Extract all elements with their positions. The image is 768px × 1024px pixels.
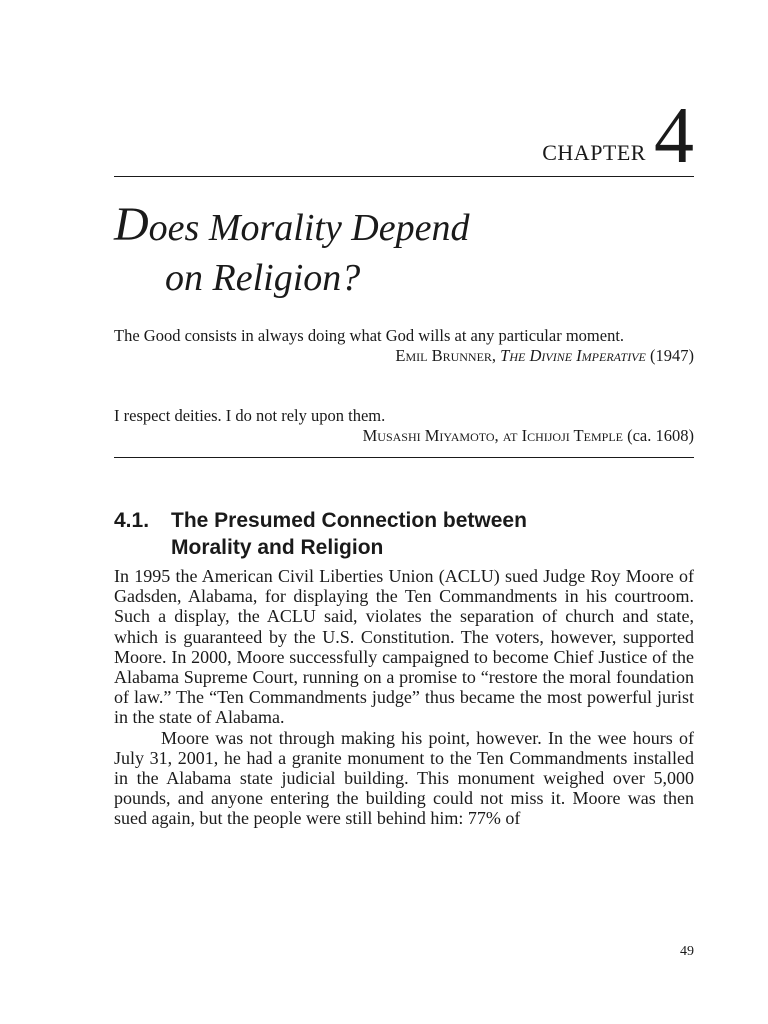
title-line-2: on Religion?	[165, 256, 361, 299]
epigraph-1-text: The Good consists in always doing what God wills at any particular moment.	[114, 326, 625, 345]
epigraph-2	[114, 406, 694, 446]
page-number: 49	[680, 944, 694, 959]
bottom-divider	[114, 457, 694, 458]
chapter-heading	[542, 92, 694, 180]
epigraph-1	[114, 326, 694, 366]
section-number: 4.1.	[114, 509, 150, 532]
epigraph-1-attribution	[114, 346, 694, 366]
top-divider	[114, 176, 694, 177]
paragraph-1: In 1995 the American Civil Liberties Union (ACLU) sued Judge Roy Moore of Gadsden, Alabama, for displaying the Ten Commandments in his courtroom. Such a display, the ACLU said, violates the separation of church and state, which is guaranteed by the U.S. Constitution. The voters, however, supported Moore. In 2000, Moore successfully campaigned to become Chief Justice of the Alabama Supreme Court, running on a promise to “restore the moral foundation of law.” The “Ten Commandments judge” thus became the most powerful jurist in the state of Alabama.	[114, 566, 694, 728]
epigraph-1-author: Emil Brunner,	[395, 346, 497, 365]
section-title-line-2: Morality and Religion	[171, 536, 384, 559]
title-line-1	[114, 196, 694, 255]
epigraph-2-attribution	[114, 426, 694, 446]
section-heading	[114, 507, 694, 561]
body-text	[114, 566, 694, 829]
paragraph-2: Moore was not through making his point, however. In the wee hours of July 31, 2001, he had a granite monument to the Ten Commandments installed in the Alabama state judicial building. This monument weighed over 5,000 pounds, and anyone entering the building could not miss it. Moore was then sued again, but the people were still behind him: 77% of	[114, 727, 694, 829]
epigraph-1-year: (1947)	[650, 346, 694, 365]
chapter-label: CHAPTER	[542, 140, 646, 165]
epigraph-2-year: (ca. 1608)	[627, 426, 694, 445]
chapter-number: 4	[654, 92, 694, 180]
epigraph-2-text: I respect deities. I do not rely upon them.	[114, 406, 386, 425]
chapter-title	[114, 196, 694, 301]
epigraph-1-work: The Divine Imperative	[500, 346, 646, 365]
title-drop-cap: D	[114, 198, 149, 251]
title-line-1-text: oes Morality Depend	[148, 207, 470, 249]
section-title-line-1: The Presumed Connection between	[171, 509, 527, 532]
epigraph-2-author: Musashi Miyamoto, at Ichijoji Temple	[362, 426, 623, 445]
